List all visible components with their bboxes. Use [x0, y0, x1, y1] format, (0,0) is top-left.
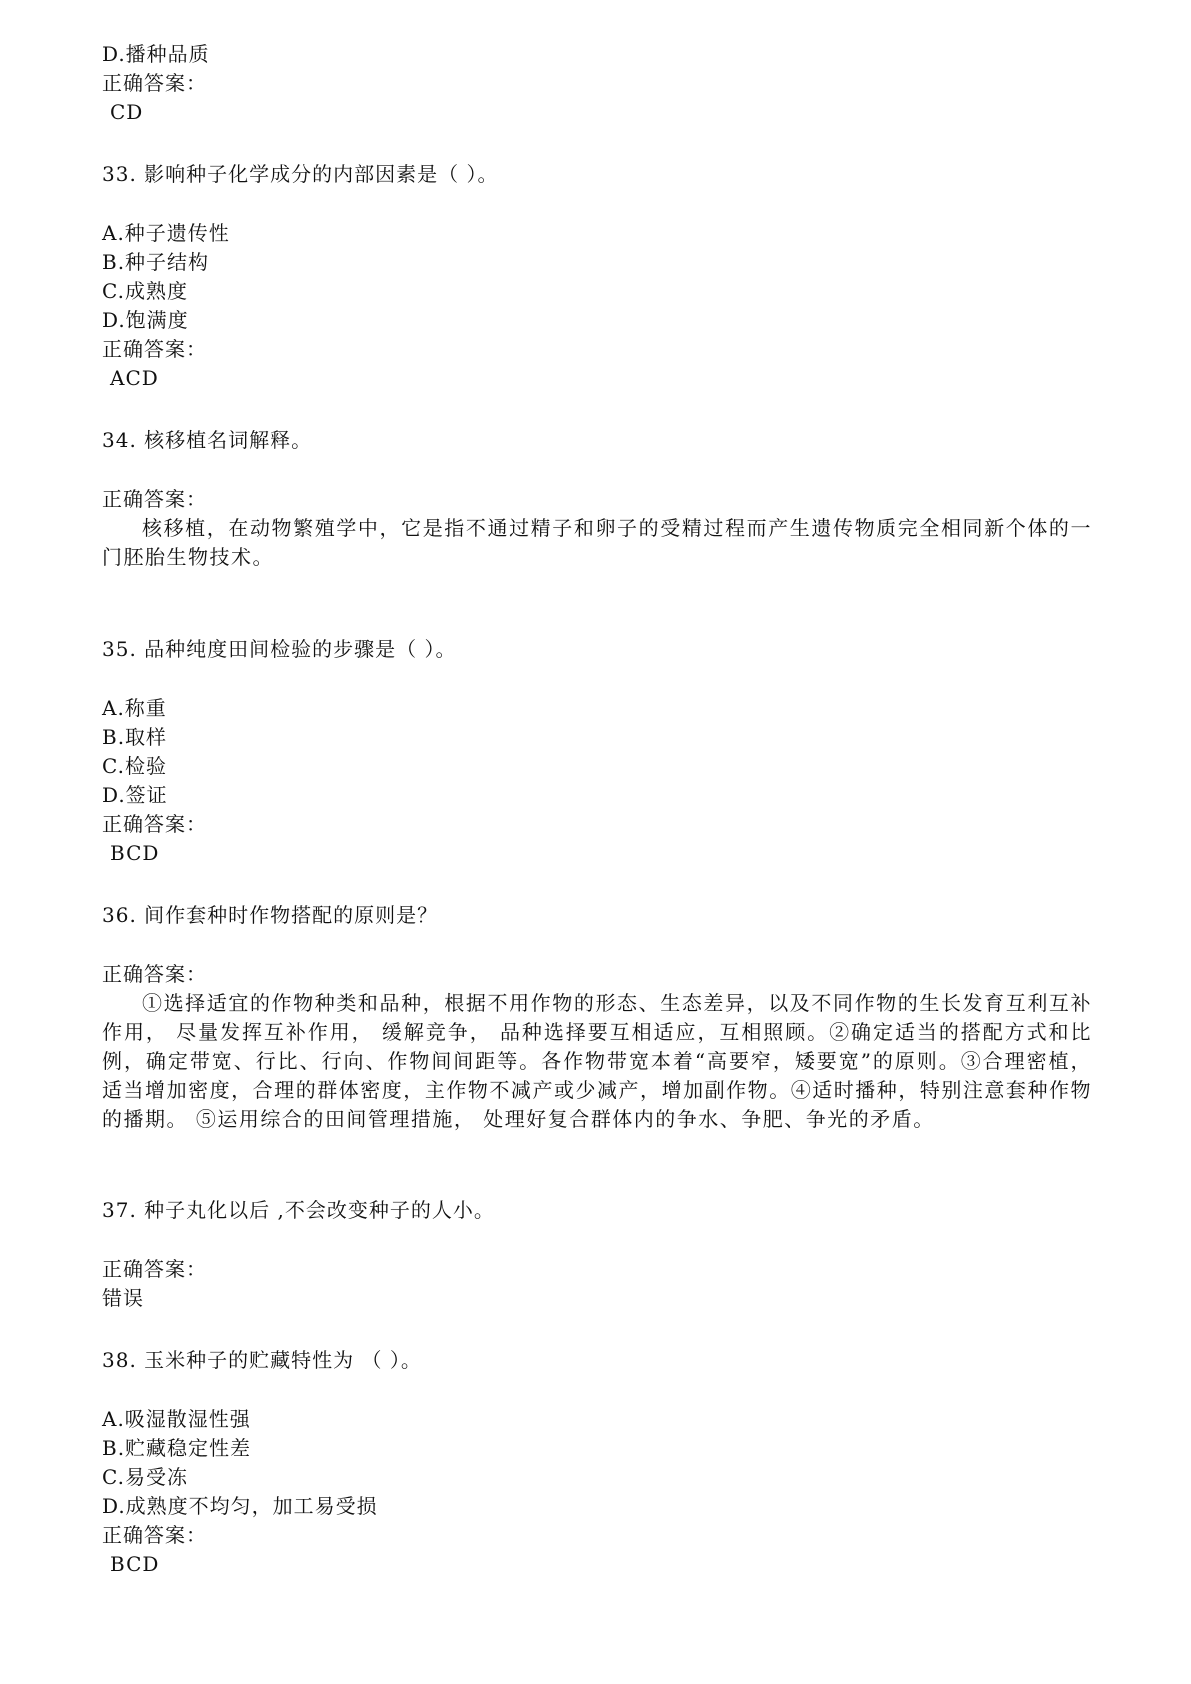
q33-option-c: C.成熟度 — [102, 279, 188, 303]
q38-option-a: A.吸湿散湿性强 — [102, 1407, 251, 1431]
q36-answer-label: 正确答案： — [102, 962, 207, 986]
q38-answer-label: 正确答案： — [102, 1523, 207, 1547]
q32-answer-label: 正确答案： — [102, 71, 207, 95]
q35-answer: BCD — [110, 841, 160, 865]
q34-question: 34. 核移植名词解释。 — [102, 428, 313, 452]
q37-answer: 错误 — [102, 1286, 144, 1310]
q35-option-b: B.取样 — [102, 725, 168, 749]
q33-option-d: D.饱满度 — [102, 308, 189, 332]
q33-question: 33. 影响种子化学成分的内部因素是（ ）。 — [102, 162, 499, 186]
q33-option-a: A.种子遗传性 — [102, 221, 230, 245]
q33-answer: ACD — [110, 366, 159, 390]
q33-option-b: B.种子结构 — [102, 250, 210, 274]
q38-option-b: B.贮藏稳定性差 — [102, 1436, 252, 1460]
q38-answer: BCD — [110, 1552, 160, 1576]
q35-option-a: A.称重 — [102, 696, 167, 720]
q32-option-d: D.播种品质 — [102, 42, 210, 66]
q38-option-c: C.易受冻 — [102, 1465, 188, 1489]
q35-answer-label: 正确答案： — [102, 812, 207, 836]
q37-answer-label: 正确答案： — [102, 1257, 207, 1281]
q35-question: 35. 品种纯度田间检验的步骤是（ ）。 — [102, 637, 457, 661]
q38-question: 38. 玉米种子的贮藏特性为 （ ）。 — [102, 1348, 422, 1372]
q36-question: 36. 间作套种时作物搭配的原则是？ — [102, 903, 439, 927]
q36-answer: ①选择适宜的作物种类和品种，根据不用作物的形态、生态差异，以及不同作物的生长发育互利互补作用， 尽量发挥互补作用， 缓解竞争， 品种选择要互相适应，互相照顾。②确定适当的搭配方式和比例，确定带宽、行比、行向、作物间间距等。各作物带宽本着“高要窄，矮要宽”的原则。③合理密植，适当增加密度，合理的群体密度，主作物不减产或少减产，增加副作物。④适时播种，特别注意套种作物的播期。 ⑤运用综合的田间管理措施， 处理好复合群体内的争水、争肥、争光的矛盾。 — [102, 991, 1092, 1131]
q38-option-d: D.成熟度不均匀，加工易受损 — [102, 1494, 378, 1518]
q34-answer: 核移植，在动物繁殖学中，它是指不通过精子和卵子的受精过程而产生遗传物质完全相同新个体的一门胚胎生物技术。 — [102, 516, 1092, 569]
q33-answer-label: 正确答案： — [102, 337, 207, 361]
q35-option-d: D.签证 — [102, 783, 168, 807]
q34-answer-label: 正确答案： — [102, 487, 207, 511]
q32-answer: CD — [110, 100, 144, 124]
q35-option-c: C.检验 — [102, 754, 167, 778]
q37-question: 37. 种子丸化以后 ,不会改变种子的人小。 — [102, 1198, 495, 1222]
